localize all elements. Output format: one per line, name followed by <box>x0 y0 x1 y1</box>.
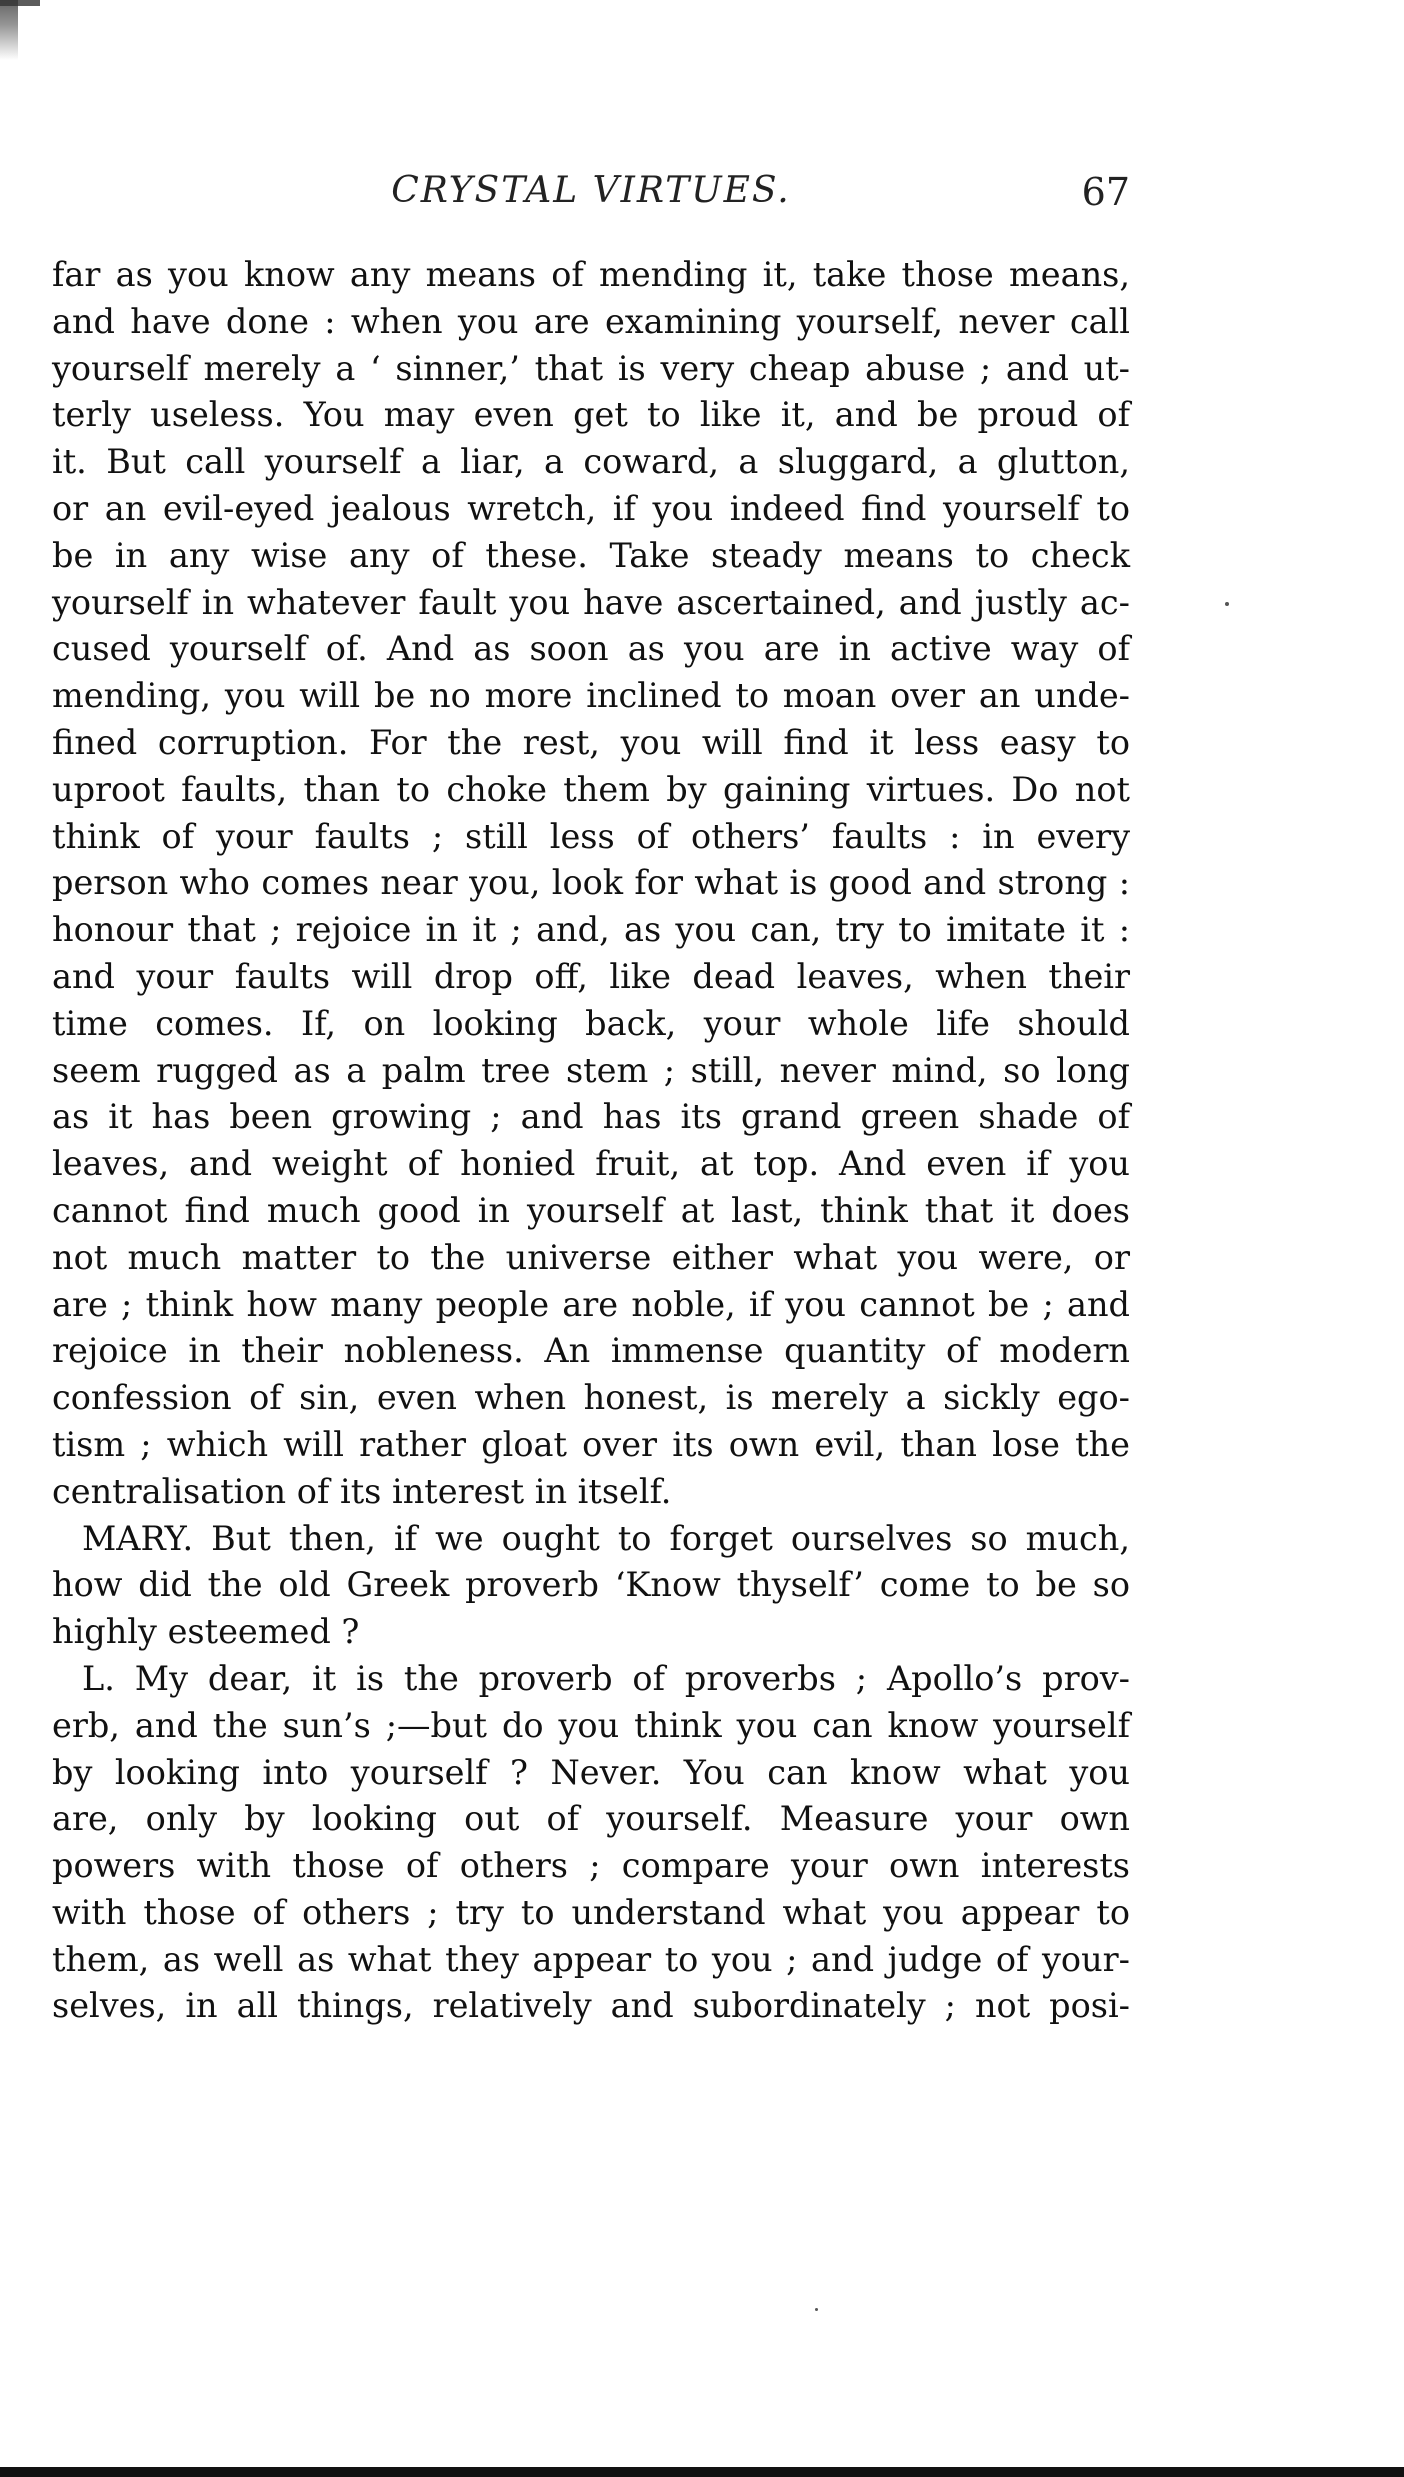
text-line: erb, and the sun’s ;—but do you think you can know yourself <box>52 1705 1130 1745</box>
text-line: seem rugged as a palm tree stem ; still, never mind, so long <box>52 1050 1130 1090</box>
text-line: L. My dear, it is the proverb of proverbs ; Apollo’s prov- <box>82 1658 1130 1698</box>
body-text <box>52 252 1130 2030</box>
text-line: tism ; which will rather gloat over its own evil, than lose the <box>52 1424 1130 1464</box>
text-line: them, as well as what they appear to you ; and judge of your- <box>52 1939 1130 1979</box>
text-line: centralisation of its interest in itself. <box>52 1471 672 1511</box>
text-line: or an evil-eyed jealous wretch, if you indeed find yourself to <box>52 488 1130 528</box>
text-line: time comes. If, on looking back, your whole life should <box>52 1003 1130 1043</box>
text-line: uproot faults, than to choke them by gaining virtues. Do not <box>52 769 1130 809</box>
text-line: are ; think how many people are noble, if you cannot be ; and <box>52 1284 1130 1324</box>
text-line: selves, in all things, relatively and subordinately ; not posi- <box>52 1986 1130 2026</box>
ink-speck <box>815 2308 818 2311</box>
text-line: and have done : when you are examining yourself, never call <box>52 301 1130 341</box>
text-line: how did the old Greek proverb ‘Know thyself’ come to be so <box>52 1565 1130 1605</box>
text-line: are, only by looking out of yourself. Measure your own <box>52 1799 1130 1839</box>
text-line: mending, you will be no more inclined to moan over an unde- <box>52 676 1130 716</box>
text-line: confession of sin, even when honest, is merely a sickly ego- <box>52 1378 1130 1418</box>
text-line: MARY. But then, if we ought to forget ourselves so much, <box>82 1518 1130 1558</box>
text-line: and your faults will drop off, like dead leaves, when their <box>52 956 1130 996</box>
text-line: cused yourself of. And as soon as you are in active way of <box>52 629 1130 669</box>
text-line: yourself in whatever fault you have ascertained, and justly ac- <box>52 582 1130 622</box>
page-corner-shadow <box>0 0 18 60</box>
text-line: cannot find much good in yourself at last, think that it does <box>52 1190 1130 1230</box>
page-corner-edge <box>0 0 40 6</box>
text-line: leaves, and weight of honied fruit, at top. And even if you <box>52 1144 1130 1184</box>
text-line: be in any wise any of these. Take steady means to check <box>52 535 1130 575</box>
text-line: yourself merely a ‘ sinner,’ that is very cheap abuse ; and ut- <box>52 348 1130 388</box>
text-line: with those of others ; try to understand what you appear to <box>52 1892 1130 1932</box>
page-header <box>52 170 1130 220</box>
text-line: fined corruption. For the rest, you will find it less easy to <box>52 722 1130 762</box>
page-bottom-edge <box>0 2467 1404 2477</box>
text-line: think of your faults ; still less of others’ faults : in every <box>52 816 1130 856</box>
running-title: CRYSTAL VIRTUES. <box>391 170 791 211</box>
text-line: terly useless. You may even get to like it, and be proud of <box>52 395 1130 435</box>
ink-speck <box>1225 602 1229 606</box>
text-line: by looking into yourself ? Never. You can know what you <box>52 1752 1130 1792</box>
text-line: rejoice in their nobleness. An immense quantity of modern <box>52 1331 1130 1371</box>
page-number: 67 <box>1081 170 1130 214</box>
text-line: not much matter to the universe either what you were, or <box>52 1237 1130 1277</box>
text-line: highly esteemed ? <box>52 1612 360 1652</box>
text-line: as it has been growing ; and has its grand green shade of <box>52 1097 1130 1137</box>
text-line: far as you know any means of mending it, take those means, <box>52 255 1130 294</box>
text-line: it. But call yourself a liar, a coward, a sluggard, a glutton, <box>52 442 1130 482</box>
text-line: person who comes near you, look for what is good and strong : <box>52 863 1130 903</box>
text-line: honour that ; rejoice in it ; and, as you can, try to imitate it : <box>52 910 1130 950</box>
text-line: powers with those of others ; compare your own interests <box>52 1846 1130 1886</box>
